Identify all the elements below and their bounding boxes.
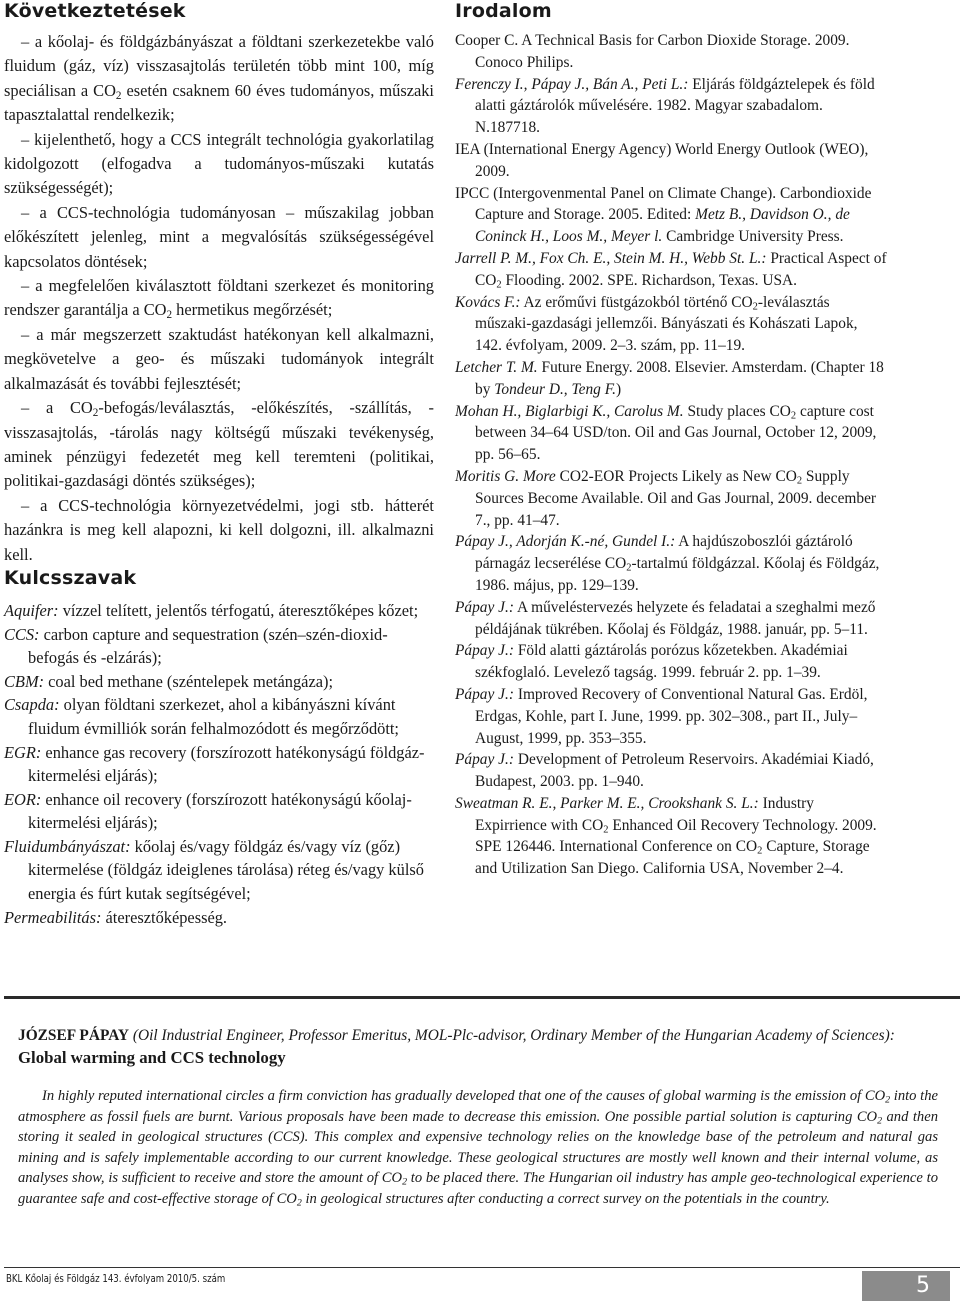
left-column (4, 0, 434, 929)
references-heading: Irodalom (455, 0, 552, 22)
summary-header: JÓZSEF PÁPAY (Oil Industrial Engineer, Professor Emeritus, MOL-Plc-advisor, Ordinary Member of the Hungarian Academy of Sciences): Global warming and CCS technology (18, 1027, 895, 1067)
reference-entry: Kovács F.: Az erőművi füstgázokból történő $CO_2$-leválasztás műszaki-gazdasági jellemzői. Bányászati és Kohászati Lapok, 142. évfolyam, 2009. 2–3. szám, pp. 11–19. (455, 293, 858, 355)
keyword-entry: EOR: enhance oil recovery (forszírozott hatékonyságú kőolaj-kitermelési eljárás); (4, 789, 412, 833)
right-column (455, 0, 887, 880)
keywords-list (4, 599, 434, 929)
reference-entry: IEA (International Energy Agency) World Energy Outlook (WEO), 2009. (455, 140, 869, 180)
conclusions-list (4, 30, 434, 567)
reference-entry: Jarrell P. M., Fox Ch. E., Stein M. H., Webb St. L.: Practical Aspect of $CO_2$ Flooding. 2002. SPE. Richardson, Texas. USA. (455, 249, 887, 291)
reference-entry: Pápay J., Adorján K.-né, Gundel I.: A hajdúszoboszlói gáztároló párnagáz lecserélése $CO_2$-tartalmú földgázzal. Kőolaj és Földgáz, 1986. május, pp. 129–139. (455, 533, 880, 594)
footer-rule (4, 1267, 960, 1268)
reference-entry: Pápay J.: Development of Petroleum Reservoirs. Akadémiai Kiadó, Budapest, 2003. pp. 1–940. (455, 751, 874, 791)
keyword-entry: Fluidumbányászat: kőolaj és/vagy földgáz és/vagy víz (gőz) kitermelése (földgáz ideiglenes tárolása) réteg és/vagy külső energia és fúrt kutak segítségével; (4, 836, 424, 904)
keyword-entry: EGR: enhance gas recovery (forszírozott hatékonyságú földgáz-kitermelési eljárás); (4, 742, 425, 786)
reference-entry: Pápay J.: Föld alatti gáztárolás porózus kőzetekben. Akadémiai székfoglaló. Levelező tagság. 1999. február 2. pp. 1–39. (455, 642, 848, 682)
reference-entry: Cooper C. A Technical Basis for Carbon Dioxide Storage. 2009. Conoco Philips. (455, 32, 850, 71)
page-number: 5 (916, 1273, 930, 1298)
conclusions-heading: Következtetések (4, 0, 186, 22)
reference-entry: Moritis G. More CO2-EOR Projects Likely as New $CO_2$ Supply Sources Become Available. Oil and Gas Journal, 2009. december 7., pp. 41–47. (455, 467, 877, 529)
keyword-entry: CCS: carbon capture and sequestration (szén–szén-dioxid-befogás és -elzárás); (4, 624, 388, 668)
reference-entry: Mohan H., Biglarbigi K., Carolus M. Study places $CO_2$ capture cost between 34–64 USD/ton. Oil and Gas Journal, October 12, 2009, pp. 56–65. (455, 402, 877, 464)
keyword-entry: Aquifer: vízzel telített, jelentős térfogatú, áteresztőképes kőzet; (4, 600, 419, 620)
reference-entry: Sweatman R. E., Parker M. E., Crookshank S. L.: Industry Expirrience with $CO_2$ Enhanced Oil Recovery Technology. 2009. SPE 126446. International Conference on $CO_2$ Capture, Storage and Utilization San Diego. California USA, November 2–4. (455, 794, 877, 878)
conclusion-item: – kijelenthető, hogy a CCS integrált technológia gyakorlatilag kidolgozott (elfogadva a tudományos-műszaki kutatás szükségességét); (4, 129, 434, 198)
reference-entry: IPCC (Intergovenmental Panel on Climate Change). Carbondioxide Capture and Storage. 2005. Edited: Metz B., Davidson O., de Coninck H., Loos M., Meyer l. Cambridge University Press. (455, 184, 872, 246)
english-summary (18, 1024, 938, 1209)
summary-body: In highly reputed international circles a firm conviction has gradually developed that one of the causes of global warming is the emission of $CO_2$ into the atmosphere as fossil fuels are burnt. Various proposals have been made to decrease this emission. One possible partial solution is capturing $CO_2$ and then storing it sealed in geological structures (CCS). This complex and expensive technology relies on the knowledge base of the petroleum and natural gas mining and is safely implementable according to our current knowledge. These geological structures are mostly well known and their internal volume, as analyses show, is sufficient to receive and store the amount of $CO_2$ to be placed there. The Hungarian oil industry has ample geo-technological experience to guarantee safe and cost-effective storage of $CO_2$ in geological structures after conducting a correct survey on the potentials in the country. (18, 1088, 938, 1208)
reference-entry: Letcher T. M. Future Energy. 2008. Elsevier. Amsterdam. (Chapter 18 by Tondeur D., Teng F.) (455, 358, 884, 398)
conclusion-item: – a már megszerzett szaktudást hatékonyan kell alkalmazni, megkövetelve a geo- és műszaki tudományok integrált alkalmazását és további fejlesztését; (4, 324, 434, 393)
references-list (455, 30, 887, 880)
conclusion-item: – a $CO_2-befogás$/leválasztás, -előkészítés, -szállítás, -visszasajtolás, -tárolás nagy költségű műszaki tevékenység, aminek pénzügyi fedezetét meg kell teremteni (politikai, politikai-gazdasági döntés szükséges); (4, 398, 435, 491)
conclusion-item: – a megfelelően kiválasztott földtani szerkezet és monitoring rendszer garantálja a $CO_2$ hermetikus megőrzését; (4, 276, 434, 322)
section-divider (4, 996, 960, 999)
keyword-entry: Permeabilitás: áteresztőképesség. (4, 907, 228, 927)
journal-footer: BKL Kőolaj és Földgáz 143. évfolyam 2010/5. szám (6, 1273, 226, 1285)
reference-entry: Pápay J.: Improved Recovery of Conventional Natural Gas. Erdöl, Erdgas, Kohle, part I. June, 1999. pp. 302–308., part II., July–August, 1999, pp. 353–355. (455, 685, 868, 747)
conclusion-item: – a CCS-technológia tudományosan – műszakilag jobban előkészített jelenleg, mint a megvalósítás szükségességével kapcsolatos döntések; (4, 202, 434, 271)
page-number-box (862, 1271, 950, 1301)
keyword-entry: Csapda: olyan földtani szerkezet, ahol a kibányászni kívánt fluidum évmilliók során felhalmozódott és megőrződött; (4, 695, 399, 738)
conclusion-item: – a CCS-technológia környezetvédelmi, jogi stb. hátterét hazánkra is meg kell alapozni, ki kell dolgozni, ill. alkalmazni kell. (4, 495, 434, 564)
conclusion-item: – a kőolaj- és földgázbányászat a földtani szerkezetekbe való fluidum (gáz, víz) visszasajtolás területén több mint 100, míg speciálisan a $CO_2$ esetén csaknem 60 éves tudományos, műszaki tapasztalattal rendelkezik; (4, 32, 434, 125)
reference-entry: Ferenczy I., Pápay J., Bán A., Peti L.: Eljárás földgáztelepek és föld alatti gáztárolók művelésére. 1982. Magyar szabadalom. N.187718. (455, 75, 875, 137)
keyword-entry: CBM: coal bed methane (széntelepek metángáza); (4, 671, 334, 691)
keywords-heading: Kulcsszavak (4, 566, 137, 589)
reference-entry: Pápay J.: A műveléstervezés helyzete és feladatai a szeghalmi mező példájának tükrében. Kőolaj és Földgáz, 1988. január, pp. 5–11. (455, 598, 876, 638)
